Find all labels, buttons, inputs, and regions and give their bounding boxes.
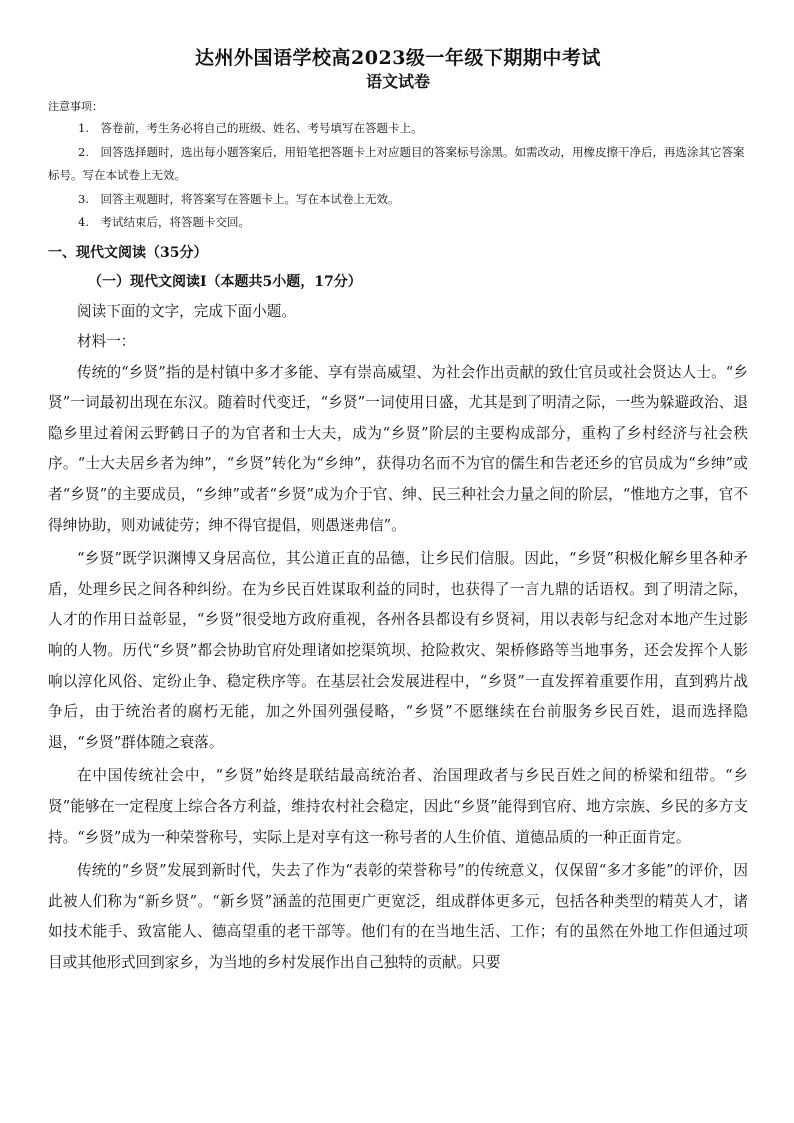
notice-item-3: 3. 回答主观题时，将答案写在答题卡上。写在本试卷上无效。 <box>78 191 400 206</box>
subsection-heading: （一）现代文阅读Ⅰ（本题共5小题，17分） <box>88 273 362 290</box>
notice-item-2: 2. 回答选择题时，选出每小题答案后，用铅笔把答题卡上对应题目的答案标号涂黑。如需改动，用橡皮擦干净后，再选涂其它答案标号。写在本试卷上无效。 <box>48 144 745 182</box>
material-label: 材料一： <box>77 333 136 351</box>
paragraph-4: 传统的“乡贤”发展到新时代，失去了作为“表彰的荣誉称号”的传统意义，仅保留“多才多能”的评价，因此被人们称为“新乡贤”。“新乡贤”涵盖的范围更广更宽泛，组成群体更多元，包括各种类型的精英人才，诸如技术能手、致富能人、德高望重的老干部等。他们有的在当地生活、工作；有的虽然在外地工作但通过项目或其他形式回到家乡，为当地的乡村发展作出自己独特的贡献。只要 <box>48 862 748 971</box>
reading-instruction: 阅读下面的文字，完成下面小题。 <box>77 302 296 320</box>
notice-item-1: 1. 答卷前，考生务必将自己的班级、姓名、考号填写在答题卡上。 <box>78 121 423 135</box>
exam-subtitle: 语文试卷 <box>365 72 430 91</box>
paragraph-3: 在中国传统社会中，“乡贤”始终是联结最高统治者、治国理政者与乡民百姓之间的桥梁和纽带。“乡贤”能够在一定程度上综合各方利益，维持农村社会稳定，因此“乡贤”能得到官府、地方宗族、乡民的多方支持。“乡贤”成为一种荣誉称号，实际上是对享有这一称号者的人生价值、道德品质的一种正面肯定。 <box>48 767 748 846</box>
exam-title: 达州外国语学校高2023级一年级下期期中考试 <box>195 47 601 69</box>
notice-heading: 注意事项： <box>48 100 103 113</box>
paragraph-1: 传统的“乡贤”指的是村镇中多才多能、享有崇高威望、为社会作出贡献的致仕官员或社会贤达人士。“乡贤”一词最初出现在东汉。随着时代变迁，“乡贤”一词使用日盛，尤其是到了明清之际，一些为躲避政治、退隐乡里过着闲云野鹤日子的为官者和士大夫，成为“乡贤”阶层的主要构成部分，重构了乡村经济与社会秩序。“士大夫居乡者为绅”，“乡贤”转化为“乡绅”，获得功名而不为官的儒生和告老还乡的官员成为“乡绅”或者“乡贤”的主要成员，“乡绅”或者“乡贤”成为介于官、绅、民三种社会力量之间的阶层，“惟地方之事，官不得绅协助，则劝诫徒劳；绅不得官提倡，则愚迷弗信”。 <box>48 363 748 534</box>
section-heading: 一、现代文阅读（35分） <box>48 244 208 261</box>
paragraph-2: “乡贤”既学识渊博又身居高位，其公道正直的品德，让乡民们信服。因此，“乡贤”积极化解乡里各种矛盾，处理乡民之间各种纠纷。在为乡民百姓谋取利益的同时，也获得了一言九鼎的话语权。到了明清之际，人才的作用日益彰显，“乡贤”很受地方政府重视，各州各县都设有乡贤祠，用以表彰与纪念对本地产生过影响的人物。历代“乡贤”都会协助官府处理诸如挖渠筑坝、抢险救灾、架桥修路等当地事务，还会发挥个人影响以淳化风俗、定纷止争、稳定秩序等。在基层社会发展进程中，“乡贤”一直发挥着重要作用，直到鸦片战争后，由于统治者的腐朽无能，加之外国列强侵略，“乡贤”不愿继续在台前服务乡民百姓，退而选择隐退，“乡贤”群体随之衰落。 <box>48 550 748 751</box>
notice-item-4: 4. 考试结束后，将答题卡交回。 <box>78 215 250 229</box>
